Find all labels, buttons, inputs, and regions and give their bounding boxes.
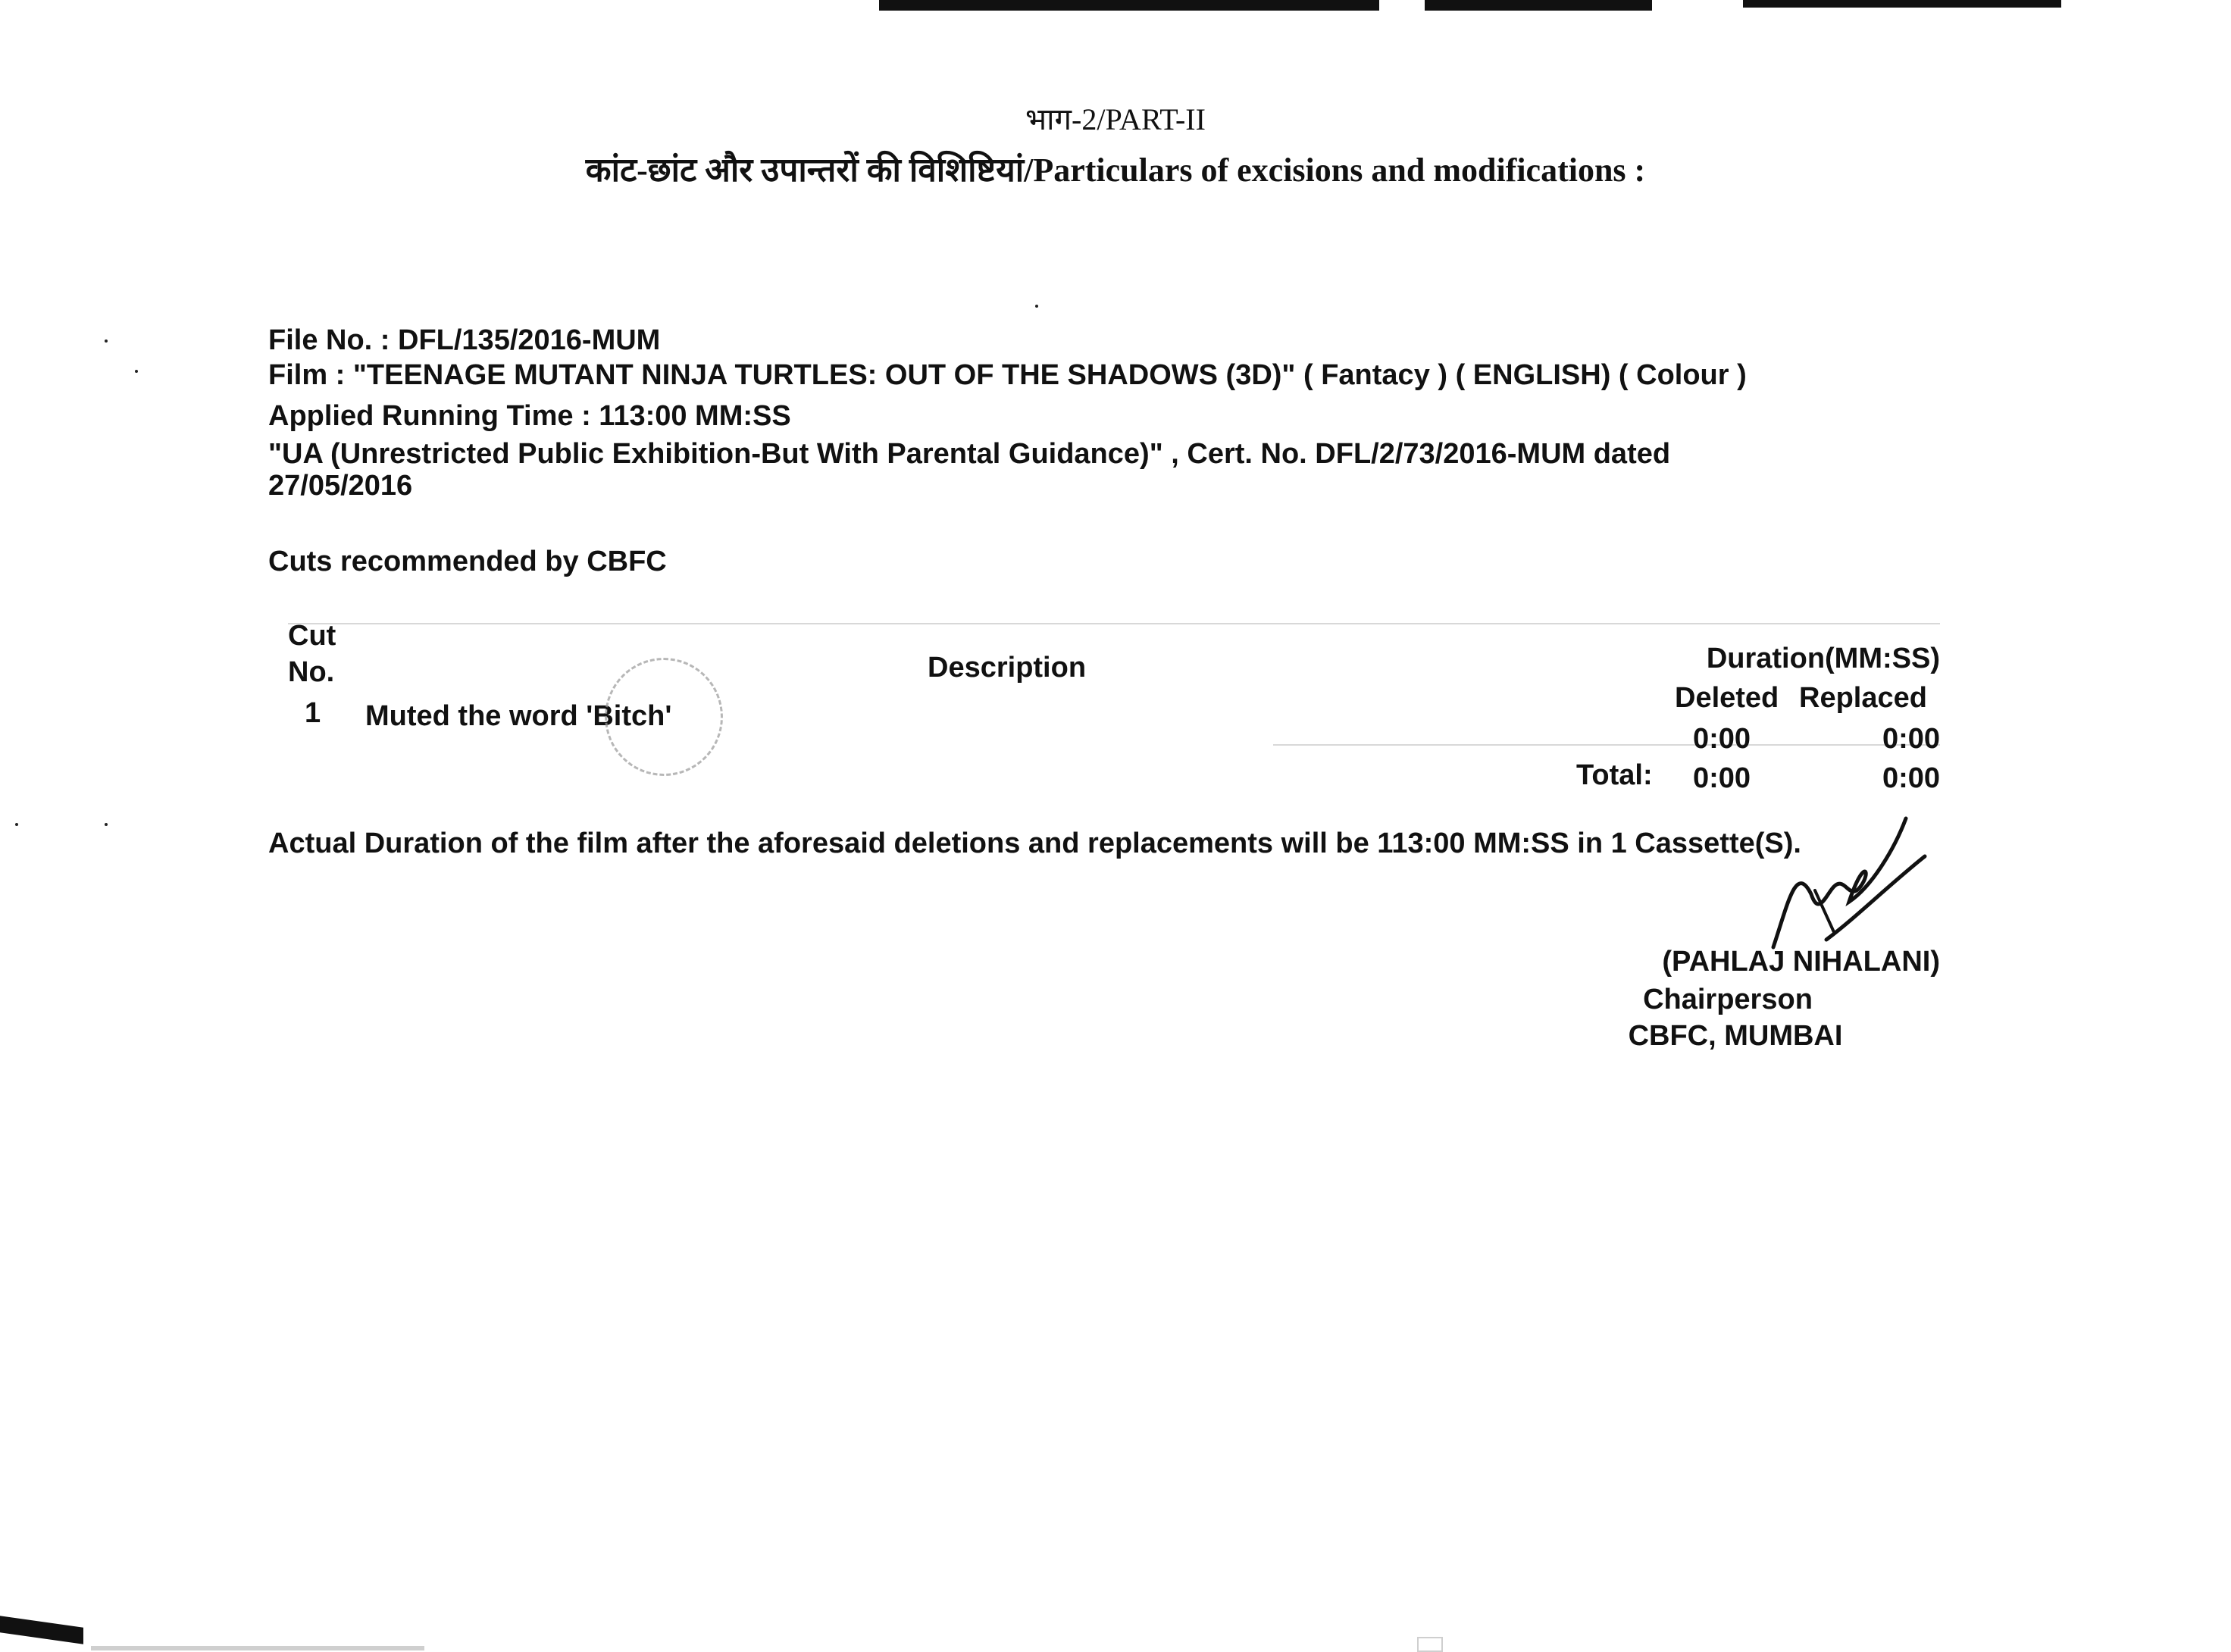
description-column-header: Description [928,652,1087,684]
scan-bottom-edge-artifact [1417,1637,1443,1652]
signature [1743,803,1940,955]
signatory-title: Chairperson [1643,984,1813,1015]
total-replaced: 0:00 [1882,762,1940,794]
cut-number: 1 [305,697,321,729]
duration-column-header: Duration(MM:SS) [1706,643,1940,674]
table-rule [288,623,1940,624]
total-deleted: 0:00 [1692,762,1751,794]
scan-speck [135,370,138,373]
certificate-line: "UA (Unrestricted Public Exhibition-But With Parental Guidance)" , Cert. No. DFL/2/73/2016-MUM dated [268,438,1671,470]
signatory-office: CBFC, MUMBAI [1628,1020,1843,1052]
file-number: File No. : DFL/135/2016-MUM [268,324,661,356]
cut-description: Muted the word 'Bitch' [365,700,672,732]
actual-duration: Actual Duration of the film after the aforesaid deletions and replacements will be 113:00 MM:SS in 1 Cassette(S). [268,828,1801,859]
scan-speck [105,339,108,343]
table-rule [1273,744,1940,746]
deleted-duration: 0:00 [1692,723,1751,755]
scan-speck [105,823,108,826]
particulars-heading: कांट-छांट और उपान्तरों की विशिष्टियां/Particulars of excisions and modifications : [585,152,1646,189]
part-heading: भाग-2/PART-II [1025,102,1206,136]
scan-bottom-edge-artifact [0,1616,83,1644]
no-column-header: No. [288,656,335,688]
running-time: Applied Running Time : 113:00 MM:SS [268,400,791,432]
scan-speck [1035,305,1038,308]
scan-top-edge-artifact [1743,0,2061,8]
official-seal [605,658,723,776]
replaced-duration: 0:00 [1882,723,1940,755]
film-title: Film : "TEENAGE MUTANT NINJA TURTLES: OUT OF THE SHADOWS (3D)" ( Fantacy ) ( ENGLISH) ( Colour ) [268,359,1747,391]
scan-top-edge-artifact [879,0,1379,11]
cut-column-header: Cut [288,620,336,652]
replaced-column-header: Replaced [1799,682,1927,714]
scan-speck [15,823,18,826]
total-label: Total: [1576,759,1653,791]
scan-top-edge-artifact [1425,0,1652,11]
cuts-heading: Cuts recommended by CBFC [268,546,667,577]
scan-bottom-edge-artifact [91,1646,424,1650]
deleted-column-header: Deleted [1675,682,1779,714]
certificate-date: 27/05/2016 [268,470,413,502]
signatory-name: (PAHLAJ NIHALANI) [1662,946,1940,978]
